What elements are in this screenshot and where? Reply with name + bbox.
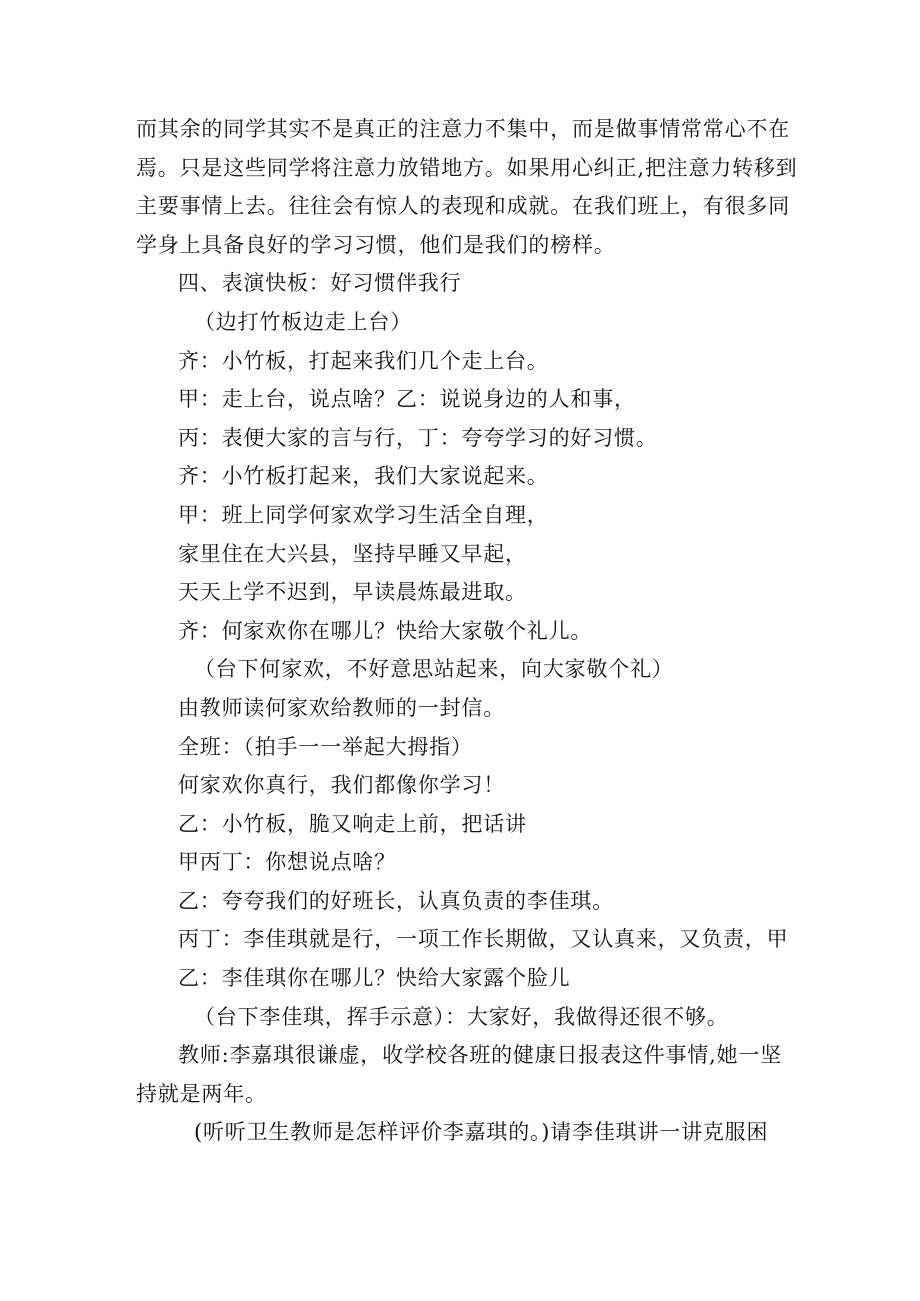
script-line: 由教师读何家欢给教师的一封信。 <box>178 695 505 720</box>
section-heading: 四、表演快板：好习惯伴我行 <box>178 271 462 296</box>
script-line: 齐：小竹板打起来，我们大家说起来。 <box>178 464 549 489</box>
script-line: 甲：班上同学何家欢学习生活全自理， <box>178 502 549 527</box>
script-line: 何家欢你真行，我们都像你学习！ <box>178 773 505 798</box>
script-line: 乙：李佳琪你在哪儿？快给大家露个脸儿 <box>178 966 571 991</box>
stage-direction: （边打竹板边走上台） <box>194 309 412 334</box>
stage-direction: (听听卫生教师是怎样评价李嘉琪的。)请李佳琪讲一讲克服困 <box>194 1120 769 1145</box>
script-line: 全班：（拍手一一举起大拇指） <box>178 734 473 759</box>
script-line: 丙：表便大家的言与行，丁：夸夸学习的好习惯。 <box>178 425 658 450</box>
paragraph-line: 而其余的同学其实不是真正的注意力不集中，而是做事情常常心不在 <box>136 117 790 141</box>
script-line: 持就是两年。 <box>136 1081 267 1106</box>
script-line: 家里住在大兴县，坚持早睡又早起， <box>178 541 527 566</box>
script-line: 丙丁：李佳琪就是行，一项工作长期做，又认真来，又负责，甲 <box>178 927 789 952</box>
paragraph-line: 学身上具备良好的学习习惯，他们是我们的榜样。 <box>136 232 616 257</box>
script-line: 齐：小竹板，打起来我们几个走上台。 <box>178 348 549 373</box>
stage-direction: （台下李佳琪，挥手示意）：大家好，我做得还很不够。 <box>194 1004 729 1029</box>
script-line: 乙：夸夸我们的好班长，认真负责的李佳琪。 <box>178 888 614 913</box>
script-line: 甲：走上台，说点啥？乙：说说身边的人和事， <box>178 387 636 412</box>
script-line: 齐：何家欢你在哪儿？快给大家敬个礼儿。 <box>178 618 593 643</box>
document-body <box>136 110 798 1152</box>
paragraph-line: 焉。只是这些同学将注意力放错地方。如果用心纠正,把注意力转移到 <box>136 155 798 180</box>
script-line: 天天上学不迟到，早读晨炼最进取。 <box>178 580 527 605</box>
script-line: 甲丙丁：你想说点啥？ <box>178 850 396 875</box>
script-line: 教师:李嘉琪很谦虚，收学校各班的健康日报表这件事情,她一坚 <box>178 1043 782 1068</box>
paragraph-line: 主要事情上去。往往会有惊人的表现和成就。在我们班上，有很多同 <box>136 194 790 219</box>
stage-direction: （台下何家欢，不好意思站起来，向大家敬个礼） <box>194 657 674 682</box>
script-line: 乙：小竹板，脆又响走上前，把话讲 <box>178 811 527 836</box>
